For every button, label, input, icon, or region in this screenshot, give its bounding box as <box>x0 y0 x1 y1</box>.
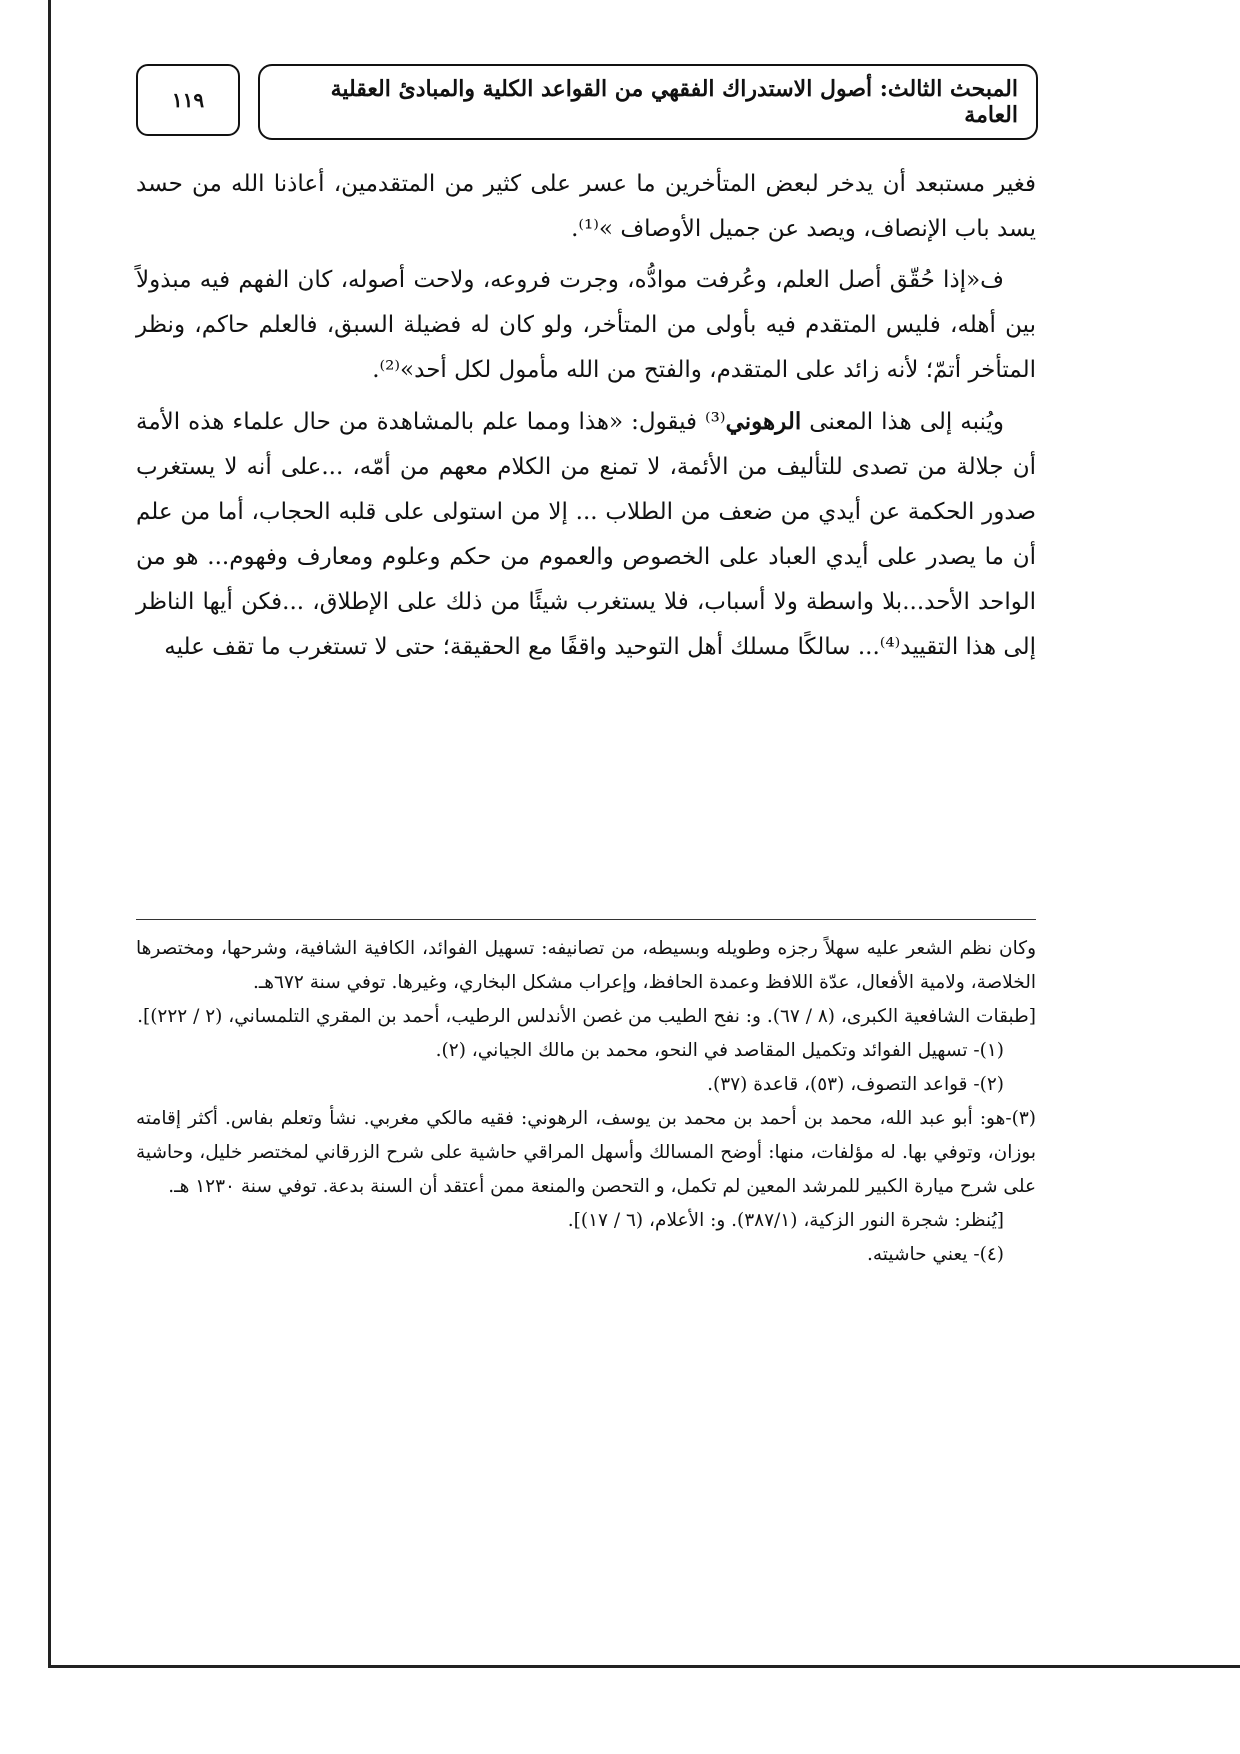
paragraph-3-intro: ويُنبه إلى هذا المعنى <box>801 409 1004 435</box>
footnote-3: (٣)-هو: أبو عبد الله، محمد بن أحمد بن محمد بن يوسف، الرهوني: فقيه مالكي مغربي. نشأ وتعلم بفاس. أكثر إقامته بوزان، وتوفي بها. له مؤلفات، منها: أوضح المسالك وأسهل المراقي حاشية على شرح الزرقاني لمختصر خليل، وحاشية على شرح ميارة الكبير للمرشد المعين لم تكمل، و التحصن والمنعة ممن أعتقد أن السنة بدعة. توفي سنة ١٢٣٠ هـ. <box>136 1108 1036 1197</box>
page-frame-left <box>48 0 51 1667</box>
main-text <box>136 162 1036 676</box>
footnote-2: (٢)- قواعد التصوف، (٥٣)، قاعدة (٣٧). <box>707 1074 1004 1095</box>
page-frame-bottom <box>48 1665 1240 1668</box>
footnotes <box>136 932 1036 1272</box>
page-number: ١١٩ <box>136 64 240 136</box>
footnote-4: (٤)- يعني حاشيته. <box>867 1244 1004 1265</box>
running-header-title: المبحث الثالث: أصول الاستدراك الفقهي من القواعد الكلية والمبادئ العقلية العامة <box>258 64 1038 140</box>
footnote-continuation: وكان نظم الشعر عليه سهلاً رجزه وطويله وبسيطه، من تصانيفه: تسهيل الفوائد، الكافية الشافية، وشرحها، ومختصرها الخلاصة، ولامية الأفعال، عدّة اللافظ وعمدة الحافظ، وإعراب مشكل البخاري، وغيرها. توفي سنة ٦٧٢هـ. <box>136 938 1036 993</box>
footnote-1: (١)- تسهيل الفوائد وتكميل المقاصد في النحو، محمد بن مالك الجياني، (٢). <box>435 1040 1004 1061</box>
paragraph-1: فغير مستبعد أن يدخر لبعض المتأخرين ما عسر على كثير من المتقدمين، أعاذنا الله من حسد يسد باب الإنصاف، ويصد عن جميل الأوصاف »⁽¹⁾. <box>136 171 1036 242</box>
paragraph-3 <box>136 399 1036 670</box>
paragraph-2: ف«إذا حُقّق أصل العلم، وعُرفت موادُّه، وجرت فروعه، ولاحت أصوله، كان الفهم فيه مبذولاً بين أهله، فليس المتقدم فيه بأولى من المتأخر، ولو كان له فضيلة السبق، فالعلم حاكم، ونظر المتأخر أتمّ؛ لأنه زائد على المتقدم، والفتح من الله مأمول لكل أحد»⁽²⁾. <box>136 267 1036 383</box>
scholar-name: الرهوني <box>725 408 802 435</box>
footnote-separator <box>136 919 1036 920</box>
footnote-3-ref: [يُنظر: شجرة النور الزكية، (٣٨٧/١). و: الأعلام، (٦ / ١٧)]. <box>567 1210 1004 1231</box>
footnote-continuation-ref: [طبقات الشافعية الكبرى، (٨ / ٦٧). و: نفح الطيب من غصن الأندلس الرطيب، أحمد بن المقري التلمساني، (٢ / ٢٢٢)]. <box>137 1006 1036 1027</box>
paragraph-3-body: ⁽³⁾ فيقول: «هذا ومما علم بالمشاهدة من حال علماء هذه الأمة أن جلالة من تصدى للتأليف من الأئمة، لا تمنع من الكلام معهم من أمّه، ...على أنه لا يستغرب صدور الحكمة عن أيدي من ضعف من الطلاب ... إلا من استولى على قلبه الحجاب، أما من علم أن ما يصدر على أيدي العباد على الخصوص والعموم من حكم وعلوم ومعارف وفهوم... هو من الواحد الأحد...بلا واسطة ولا أسباب، فلا يستغرب شيئًا من ذلك على الإطلاق، ...فكن أيها الناظر إلى هذا التقييد⁽⁴⁾... سالكًا مسلك أهل التوحيد واقفًا مع الحقيقة؛ حتى لا تستغرب ما تقف عليه <box>136 409 1036 660</box>
